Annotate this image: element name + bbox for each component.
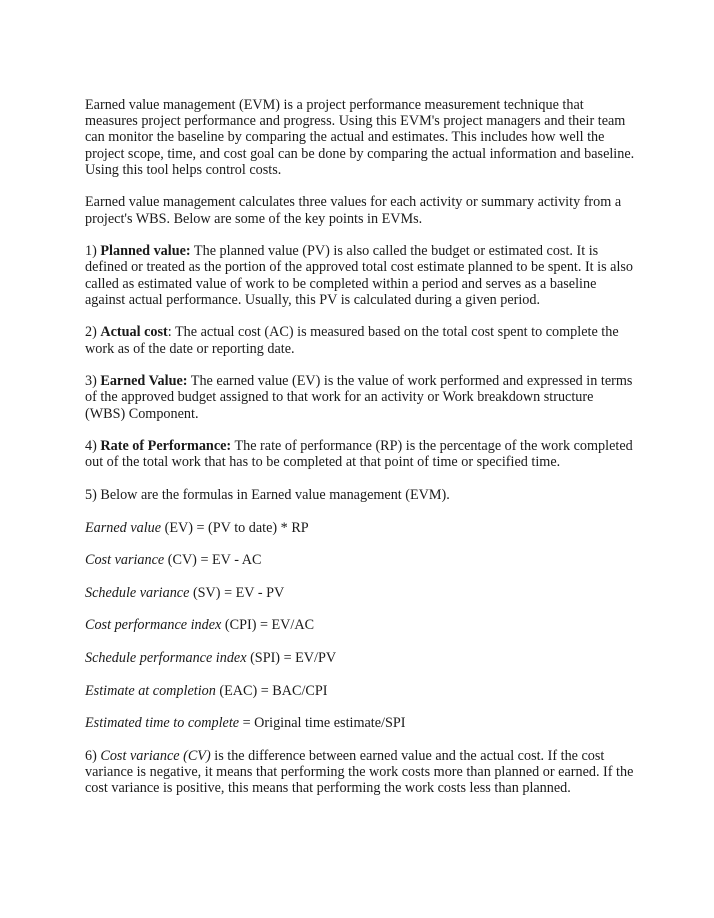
formula-expression: (CV) = EV - AC: [164, 552, 262, 569]
formulas-intro: 5) Below are the formulas in Earned value management (EVM).: [85, 487, 450, 503]
formula-estimate-at-completion: [85, 683, 637, 699]
point-text: is the difference between earned value and the actual cost. If the cost variance is negative, it means that performing the work costs more than planned or earned. If the cost variance is positive, this means that performing the work costs less than planned.: [85, 747, 634, 797]
point-text: The rate of performance (RP) is the percentage of the work completed out of the total work that has to be completed at that point of time or specified time.: [85, 438, 633, 471]
formula-earned-value: [85, 520, 637, 536]
point-term: Actual cost: [100, 324, 168, 341]
point-cost-variance: [85, 748, 637, 797]
formula-name: Cost performance index: [85, 617, 222, 634]
formula-schedule-variance: [85, 585, 637, 601]
formula-name: Estimate at completion: [85, 682, 216, 699]
formula-name: Cost variance: [85, 552, 165, 569]
point-text: The planned value (PV) is also called the budget or estimated cost. It is defined or treated as the portion of the approved total cost estimate planned to be spent. It is also called as estimated value of work to be completed within a period and serves as a baseline against actual performance. Usually, this PV is calculated during a given period.: [85, 243, 634, 308]
formula-expression: (EV) = (PV to date) * RP: [161, 519, 309, 536]
formula-expression: = Original time estimate/SPI: [239, 715, 406, 732]
point-number: 2): [85, 324, 101, 341]
formula-expression: (EAC) = BAC/CPI: [215, 682, 328, 699]
formula-name: Schedule variance: [85, 584, 190, 601]
point-text: : The actual cost (AC) is measured based on the total cost spent to complete the work as of the date or reporting date.: [85, 324, 619, 357]
point-term: Rate of Performance:: [100, 438, 232, 455]
point-actual-cost: [85, 324, 637, 356]
formula-cost-variance: [85, 552, 637, 568]
point-number: 3): [85, 373, 101, 390]
point-number: 1): [85, 243, 101, 260]
formula-expression: (CPI) = EV/AC: [221, 617, 315, 634]
formula-estimated-time-to-complete: [85, 715, 637, 731]
formula-name: Schedule performance index: [85, 649, 247, 666]
point-text: The earned value (EV) is the value of work performed and expressed in terms of the approved budget assigned to that work for an activity or Work breakdown structure (WBS) Component.: [85, 373, 633, 422]
point-earned-value: [85, 373, 637, 422]
point-number: 6): [85, 747, 101, 764]
point-number: 4): [85, 438, 101, 455]
formula-expression: (SV) = EV - PV: [189, 584, 285, 601]
point-planned-value: [85, 243, 637, 308]
document-page: [85, 97, 637, 813]
formula-expression: (SPI) = EV/PV: [246, 649, 337, 666]
formula-name: Estimated time to complete: [85, 715, 240, 732]
point-term: Planned value:: [100, 243, 191, 260]
point-term: Cost variance (CV): [100, 747, 211, 764]
intro-paragraph-1: Earned value management (EVM) is a project performance measurement technique that measures project performance and progress. Using this EVM's project managers and their team can monitor the baseline by comparing the actual and estimates. This includes how well the project scope, time, and cost goal can be done by comparing the actual information and baseline. Using this tool helps control costs.: [85, 97, 635, 178]
formula-cost-performance-index: [85, 617, 637, 633]
formula-schedule-performance-index: [85, 650, 637, 666]
point-rate-of-performance: [85, 438, 637, 470]
point-term: Earned Value:: [100, 373, 188, 390]
formula-name: Earned value: [85, 519, 162, 536]
intro-paragraph-2: Earned value management calculates three values for each activity or summary activity from a project's WBS. Below are some of the key points in EVMs.: [85, 194, 622, 227]
